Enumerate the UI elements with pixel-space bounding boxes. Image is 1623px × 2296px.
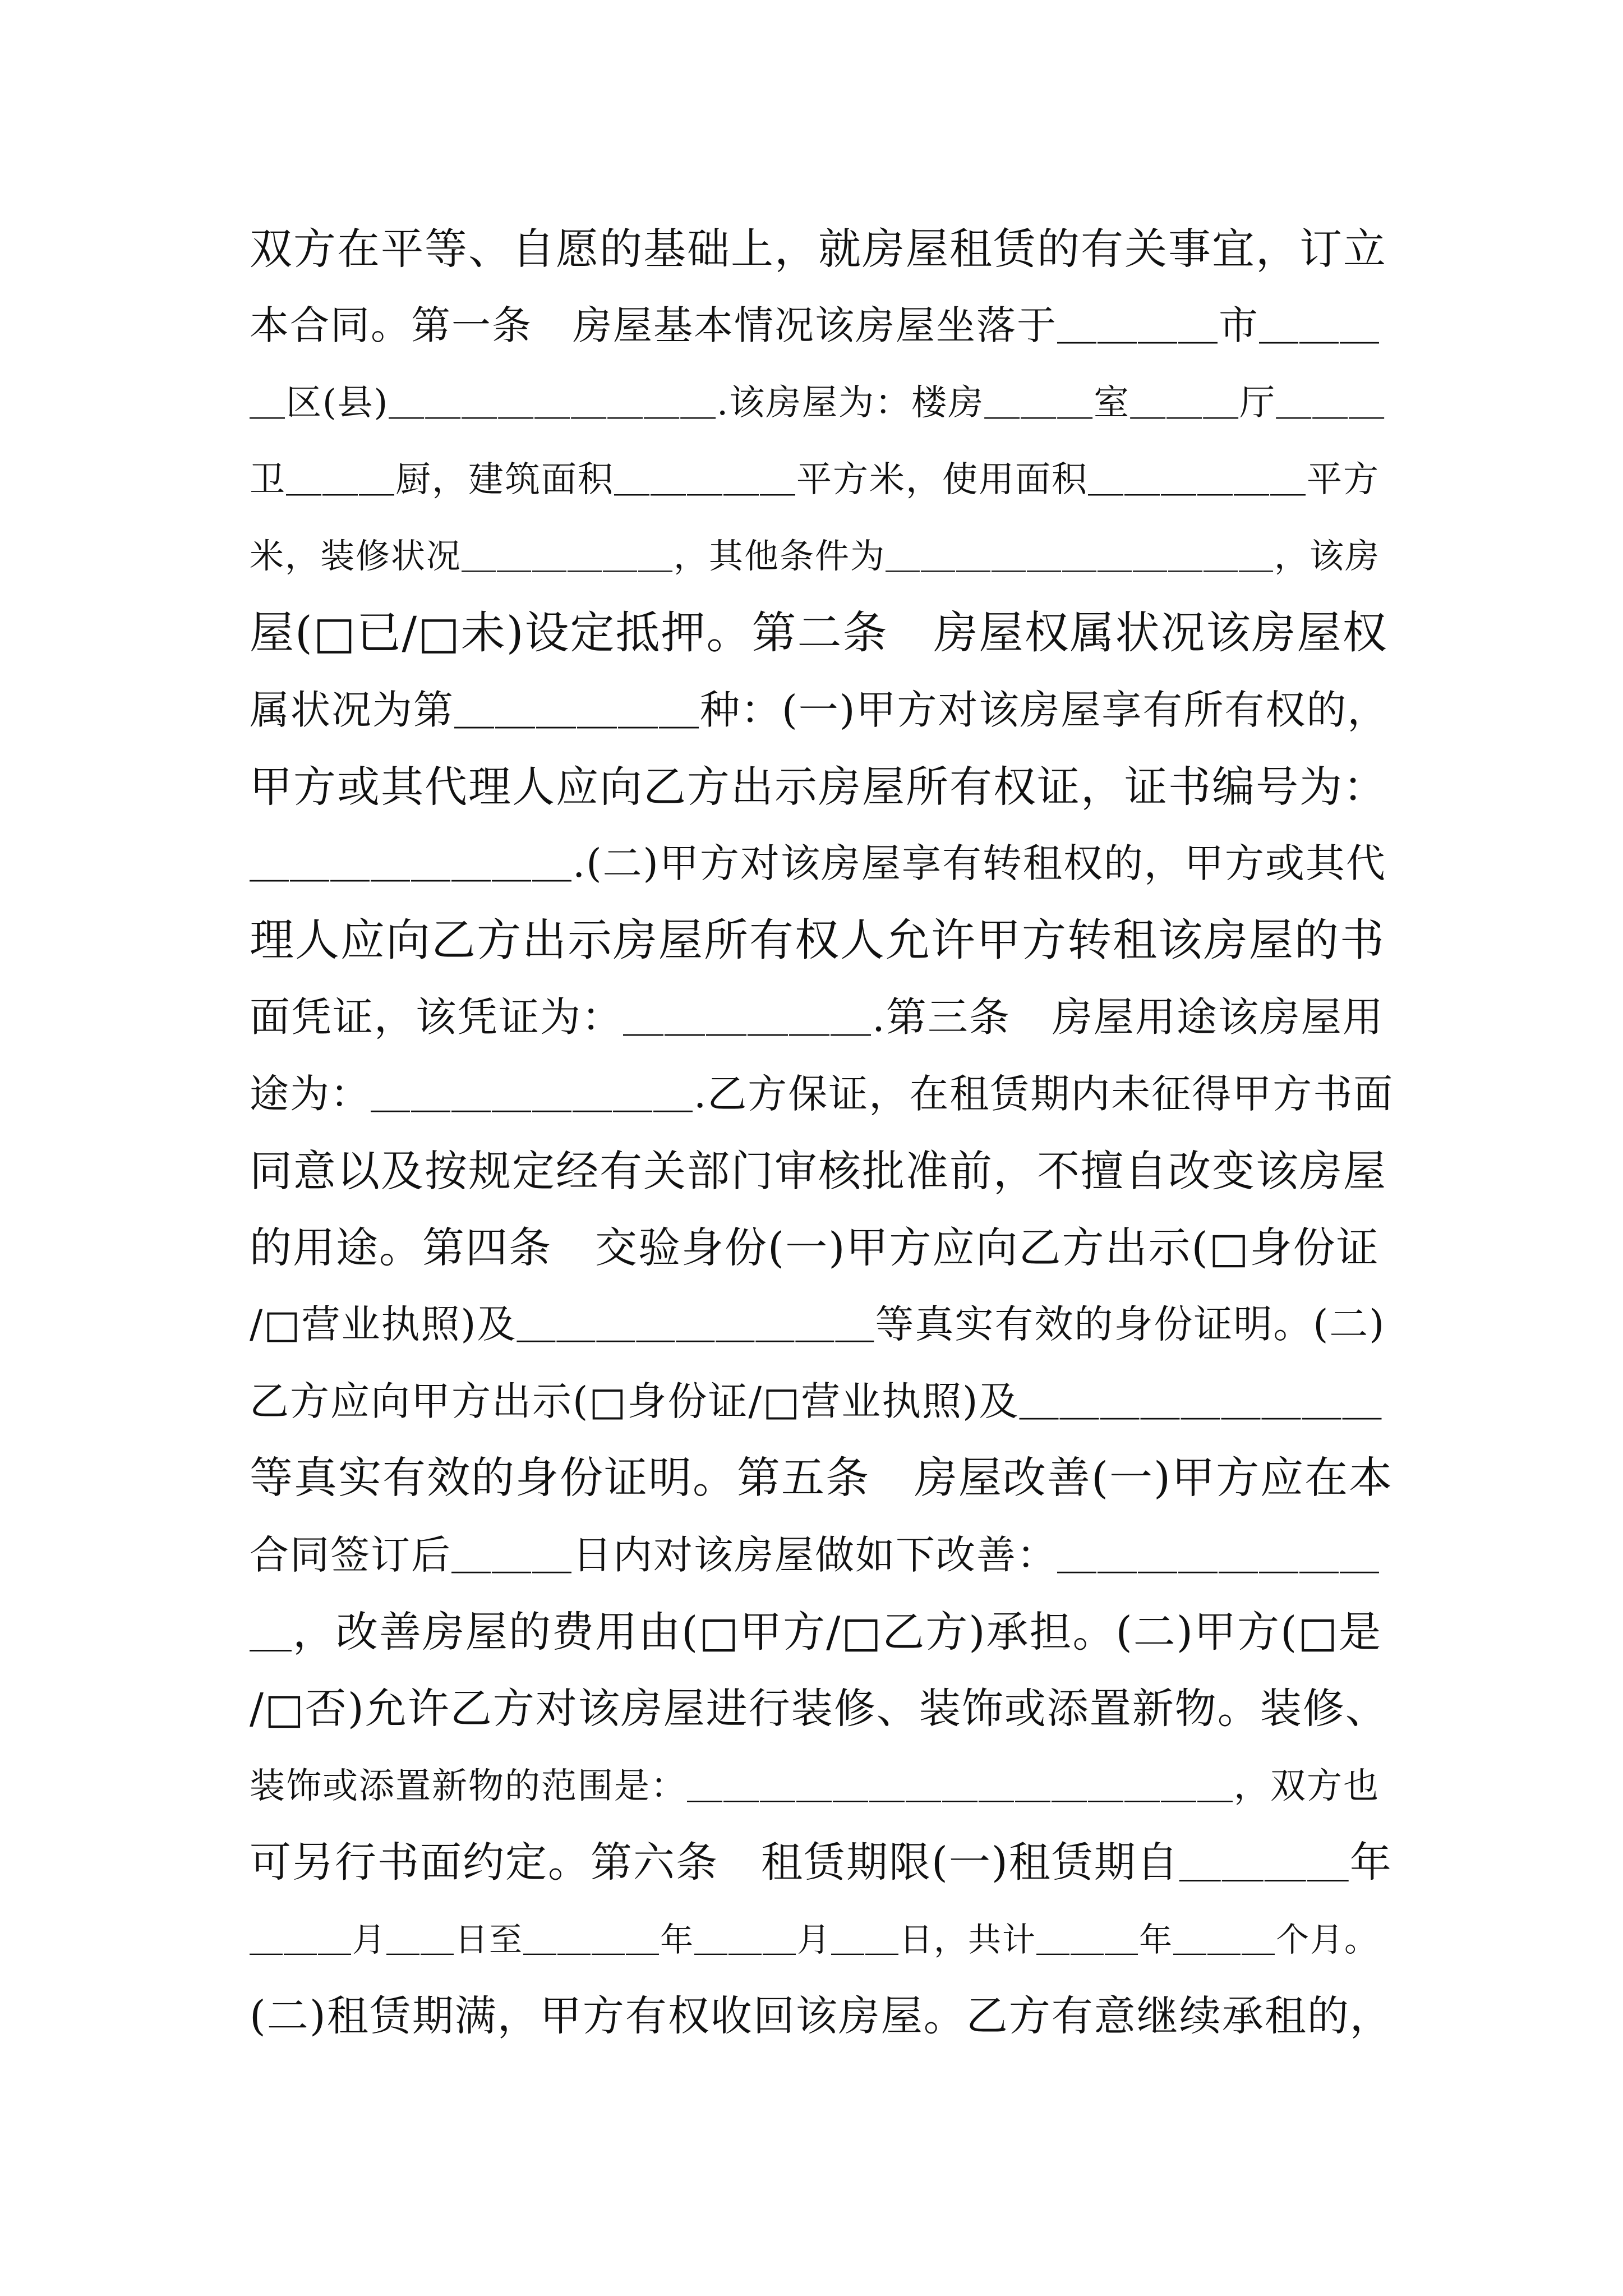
text-line: /□否)允许乙方对该房屋进行装修、装饰或添置新物。装修、 (250, 1685, 1388, 1733)
text-line: 理人应向乙方出示房屋所有权人允许甲方转租该房屋的书 (250, 914, 1385, 966)
text-line: 面凭证，该凭证为：＿＿＿＿＿＿.第三条 房屋用途该房屋用 (250, 993, 1384, 1041)
text-line: 途为：＿＿＿＿＿＿＿＿.乙方保证，在租赁期内未征得甲方书面 (250, 1071, 1394, 1117)
text-line: (二)租赁期满，甲方有权收回该房屋。乙方有意继续承租的， (250, 1992, 1393, 2040)
text-line: 装饰或添置新物的范围是：＿＿＿＿＿＿＿＿＿＿＿＿＿＿＿，双方也 (250, 1765, 1380, 1806)
text-line: 合同签订后＿＿＿日内对该房屋做如下改善：＿＿＿＿＿＿＿＿ (250, 1532, 1380, 1578)
text-line: 米，装修状况＿＿＿＿＿＿，其他条件为＿＿＿＿＿＿＿＿＿＿＿，该房 (250, 536, 1381, 576)
text-line: 等真实有效的身份证明。第五条 房屋改善(一)甲方应在本 (250, 1453, 1394, 1503)
text-line: 同意以及按规定经有关部门审核批准前，不擅自改变该房屋 (250, 1146, 1387, 1196)
text-line: 可另行书面约定。第六条 租赁期限(一)租赁期自＿＿＿＿年 (250, 1838, 1393, 1887)
text-line: /□营业执照)及＿＿＿＿＿＿＿＿＿等真实有效的身份证明。(二) (250, 1302, 1386, 1347)
text-line: ＿＿＿月＿＿日至＿＿＿＿年＿＿＿月＿＿日，共计＿＿＿年＿＿＿个月。 (250, 1920, 1379, 1959)
text-line: 卫＿＿＿厨，建筑面积＿＿＿＿＿平方米，使用面积＿＿＿＿＿＿平方 (250, 459, 1380, 500)
text-line: ＿区(县)＿＿＿＿＿＿＿＿＿.该房屋为：楼房＿＿＿室＿＿＿厅＿＿＿ (250, 382, 1386, 423)
text-line: 的用途。第四条 交验身份(一)甲方应向乙方出示(□身份证 (250, 1223, 1380, 1272)
text-line: 屋(□已/□未)设定抵押。第二条 房屋权属状况该房屋权 (250, 607, 1388, 659)
contract-text (250, 210, 1394, 2055)
text-line: 甲方或其代理人应向乙方出示房屋所有权证，证书编号为： (250, 762, 1387, 812)
text-line: 本合同。第一条 房屋基本情况该房屋坐落于＿＿＿＿市＿＿＿ (250, 302, 1380, 348)
text-line: ＿，改善房屋的费用由(□甲方/□乙方)承担。(二)甲方(□是 (250, 1607, 1382, 1657)
text-line: 乙方应向甲方出示(□身份证/□营业执照)及＿＿＿＿＿＿＿＿＿ (250, 1378, 1383, 1424)
text-line: ＿＿＿＿＿＿＿＿.(二)甲方对该房屋享有转租权的，甲方或其代 (250, 840, 1386, 886)
text-line: 属状况为第＿＿＿＿＿＿种：(一)甲方对该房屋享有所有权的， (250, 687, 1389, 733)
text-line: 双方在平等、自愿的基础上，就房屋租赁的有关事宜，订立 (250, 224, 1387, 274)
